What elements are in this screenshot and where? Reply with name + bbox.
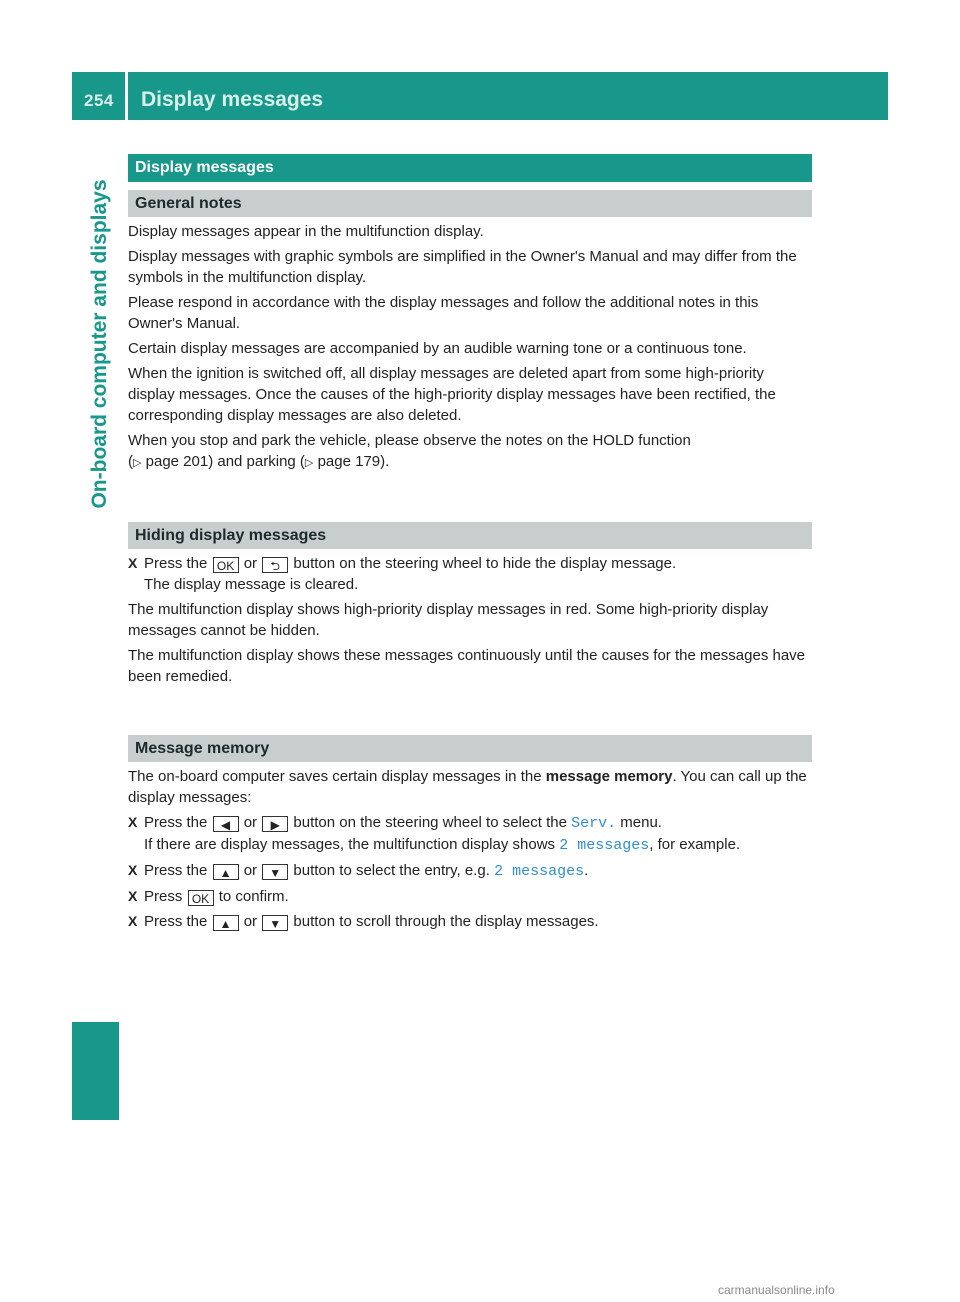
ok-button-icon: OK: [213, 557, 239, 573]
step-marker-icon: X: [128, 862, 138, 878]
subheading-general-notes: General notes: [128, 190, 812, 217]
side-chapter-label: On-board computer and displays: [88, 179, 111, 509]
instruction-step: X Press the OK or ⮌ button on the steering wheel to hide the display message. The display message is cleared.: [128, 555, 677, 593]
page-ref-link[interactable]: page 201) and parking (: [145, 453, 305, 470]
paragraph: The multifunction display shows high-priority display messages in red. Some high-priority display messages cannot be hidden.: [128, 601, 769, 639]
instruction-step: X Press the ◀ or ▶ button on the steering wheel to select the Serv. menu. If there are display messages, the multifunction display shows 2 messages, for example.: [128, 814, 741, 854]
up-button-icon: ▲: [213, 864, 239, 880]
messages-code: 2 messages: [559, 837, 650, 854]
header-bar: [72, 72, 888, 120]
paragraph-hold-reference: When you stop and park the vehicle, please observe the notes on the HOLD function (▷ page 201) and parking (▷ page 179).: [128, 432, 691, 470]
header-separator: [125, 72, 128, 120]
down-button-icon: ▼: [262, 864, 288, 880]
right-button-icon: ▶: [262, 816, 288, 832]
step-marker-icon: X: [128, 913, 138, 929]
section-title: Display messages: [128, 154, 812, 182]
ok-button-icon: OK: [188, 890, 214, 906]
page-ref-icon: ▷: [304, 457, 314, 469]
subheading-hiding-messages: Hiding display messages: [128, 522, 812, 549]
step-marker-icon: X: [128, 814, 138, 830]
paragraph: Please respond in accordance with the display messages and follow the additional notes in this Owner's Manual.: [128, 294, 759, 332]
paragraph: Display messages appear in the multifunction display.: [128, 223, 484, 240]
watermark: carmanualsonline.info: [718, 1283, 835, 1297]
paragraph: Certain display messages are accompanied by an audible warning tone or a continuous tone.: [128, 340, 747, 357]
page-ref-link[interactable]: page 179).: [317, 453, 390, 470]
subheading-message-memory: Message memory: [128, 735, 812, 762]
back-button-icon: ⮌: [262, 557, 288, 573]
page-content: [128, 154, 812, 932]
up-button-icon: ▲: [213, 915, 239, 931]
messages-code: 2 messages: [494, 863, 585, 880]
paragraph: When the ignition is switched off, all display messages are deleted apart from some high-priority display messages. Once the causes of the high-priority display messages have been rectified, the corresponding display messages are also deleted.: [128, 365, 776, 424]
step-marker-icon: X: [128, 555, 138, 571]
page-number: 254: [84, 91, 114, 110]
down-button-icon: ▼: [262, 915, 288, 931]
header-title: Display messages: [141, 88, 324, 111]
paragraph: Display messages with graphic symbols are simplified in the Owner's Manual and may differ from the symbols in the multifunction display.: [128, 248, 797, 286]
paragraph: The on-board computer saves certain display messages in the message memory. You can call up the display messages:: [128, 768, 807, 806]
serv-menu-code: Serv.: [571, 815, 617, 832]
side-tab-marker: [72, 1022, 119, 1120]
instruction-step: X Press OK to confirm.: [128, 888, 289, 906]
instruction-step: X Press the ▲ or ▼ button to select the entry, e.g. 2 messages.: [128, 862, 589, 880]
left-button-icon: ◀: [213, 816, 239, 832]
step-marker-icon: X: [128, 888, 138, 904]
paragraph: The multifunction display shows these messages continuously until the causes for the messages have been remedied.: [128, 647, 806, 685]
page-ref-icon: ▷: [133, 457, 142, 469]
instruction-step: X Press the ▲ or ▼ button to scroll through the display messages.: [128, 913, 599, 931]
